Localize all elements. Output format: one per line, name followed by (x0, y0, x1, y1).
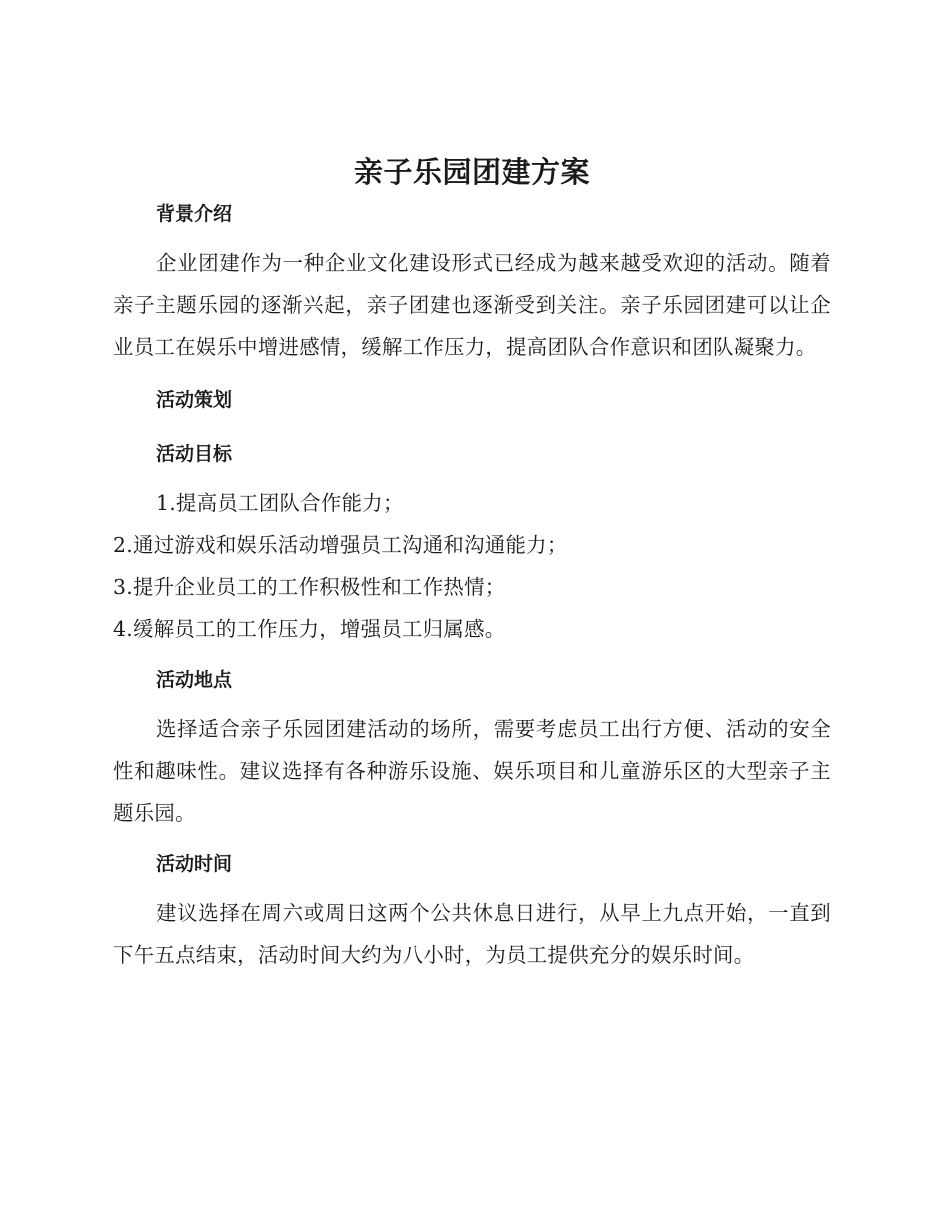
section-heading-goals: 活动目标 (156, 443, 233, 465)
section-heading-background: 背景介绍 (156, 203, 233, 225)
location-paragraph: 选择适合亲子乐园团建活动的场所，需要考虑员工出行方便、活动的安全性和趣味性。建议选择有各种游乐设施、娱乐项目和儿童游乐区的大型亲子主题乐园。 (113, 717, 831, 825)
goal-item: 3.提升企业员工的工作积极性和工作热情； (113, 575, 506, 599)
goal-item: 2.通过游戏和娱乐活动增强员工沟通和沟通能力； (113, 533, 568, 557)
section-heading-location: 活动地点 (156, 669, 233, 691)
section-heading-planning: 活动策划 (156, 389, 233, 411)
background-paragraph: 企业团建作为一种企业文化建设形式已经成为越来越受欢迎的活动。随着亲子主题乐园的逐渐兴起，亲子团建也逐渐受到关注。亲子乐园团建可以让企业员工在娱乐中增进感情，缓解工作压力，提高团队合作意识和团队凝聚力。 (113, 251, 831, 359)
goals-list (113, 482, 831, 650)
document-page (113, 150, 831, 976)
section-heading-time: 活动时间 (156, 853, 233, 875)
goal-item: 1.提高员工团队合作能力； (156, 491, 404, 515)
goal-item: 4.缓解员工的工作压力，增强员工归属感。 (113, 617, 506, 641)
time-paragraph: 建议选择在周六或周日这两个公共休息日进行，从早上九点开始，一直到下午五点结束，活动时间大约为八小时，为员工提供充分的娱乐时间。 (113, 901, 831, 967)
document-title: 亲子乐园团建方案 (353, 155, 590, 189)
